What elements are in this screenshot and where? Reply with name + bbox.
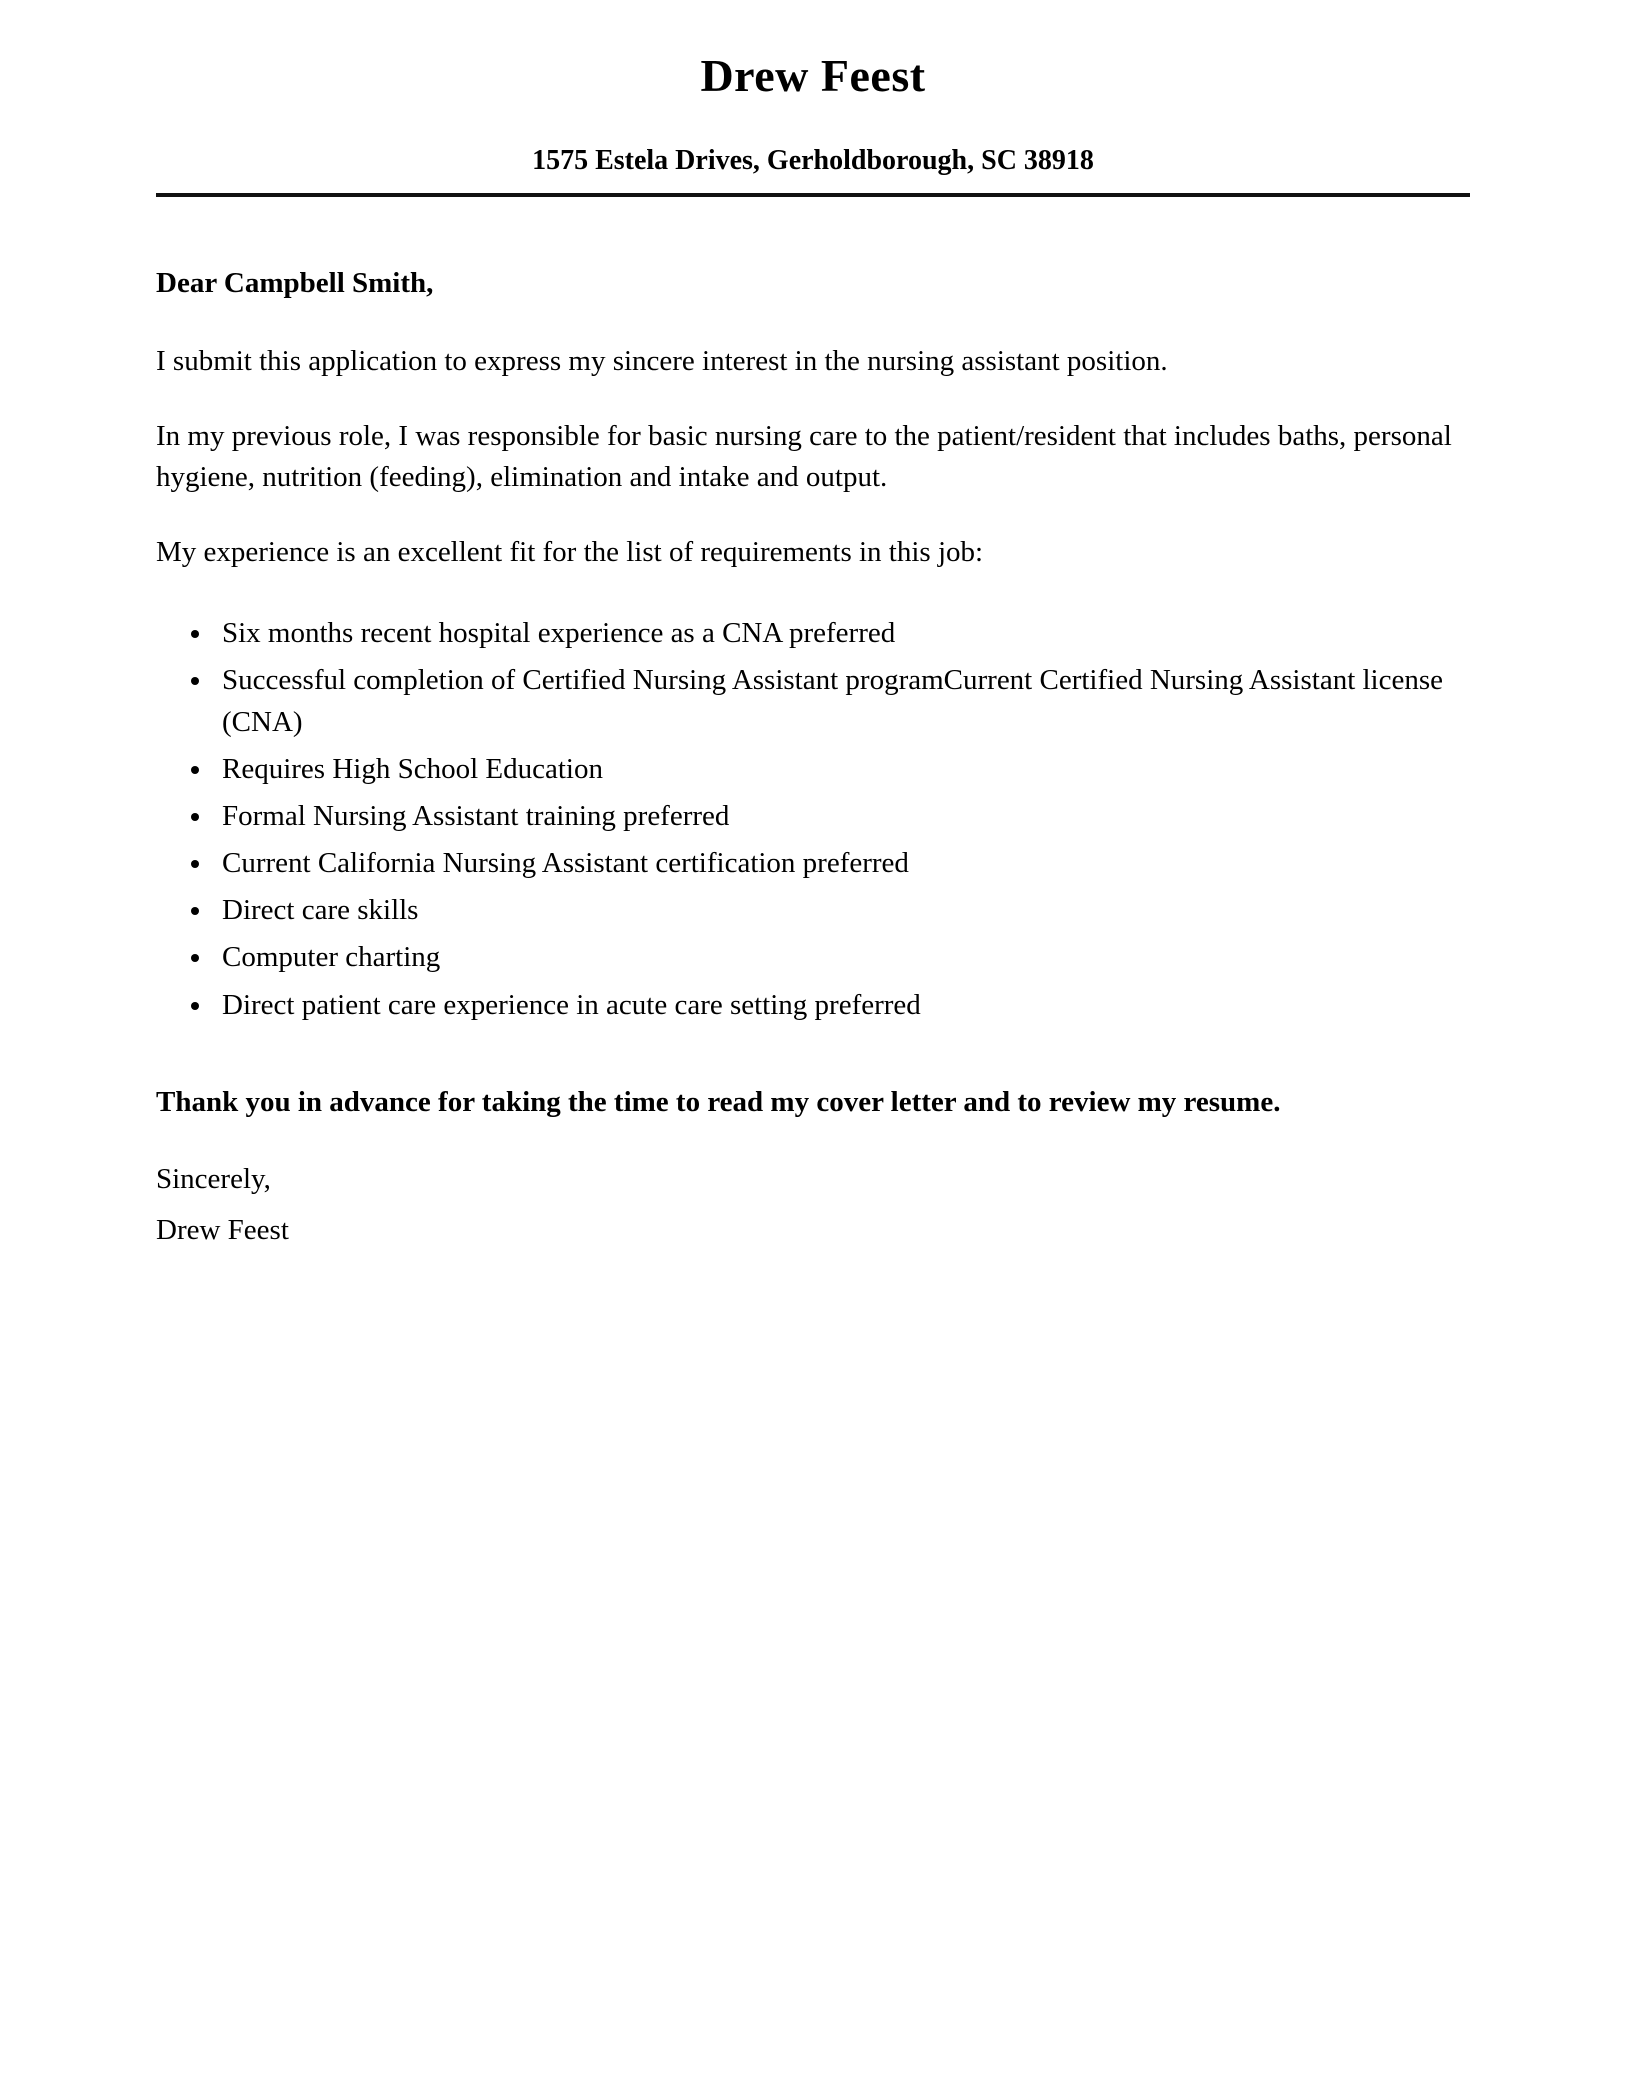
requirement-item: • Direct care skills [214,890,1470,931]
salutation: Dear Campbell Smith, [156,267,434,300]
requirements-list [214,613,1470,1026]
applicant-name-title: Drew Feest [700,50,926,101]
requirement-item: • Direct patient care experience in acute care setting preferred [214,985,1470,1026]
signature-name: Drew Feest [156,1214,289,1247]
requirement-item: • Current California Nursing Assistant certification preferred [214,843,1470,884]
requirement-item: • Successful completion of Certified Nursing Assistant programCurrent Certified Nursing Assistant license (CNA) [214,660,1470,742]
experience-lead-in: My experience is an excellent fit for the list of requirements in this job: [156,536,984,569]
thanks-paragraph: Thank you in advance for taking the time to read my cover letter and to review my resume. [156,1085,1281,1118]
previous-role-paragraph: In my previous role, I was responsible for basic nursing care to the patient/resident that includes baths, personal hygiene, nutrition (feeding), elimination and intake and output. [156,419,1452,493]
requirement-item: • Six months recent hospital experience as a CNA preferred [214,613,1470,654]
applicant-address: 1575 Estela Drives, Gerholdborough, SC 38918 [532,144,1094,176]
requirement-item: • Requires High School Education [214,749,1470,790]
requirement-item: • Formal Nursing Assistant training preferred [214,796,1470,837]
requirement-item: • Computer charting [214,937,1470,978]
letter-header [156,46,1470,197]
intro-paragraph: I submit this application to express my sincere interest in the nursing assistant position. [156,344,1168,377]
letter-body [156,263,1470,1251]
closing: Sincerely, [156,1162,271,1195]
header-divider [156,193,1470,197]
